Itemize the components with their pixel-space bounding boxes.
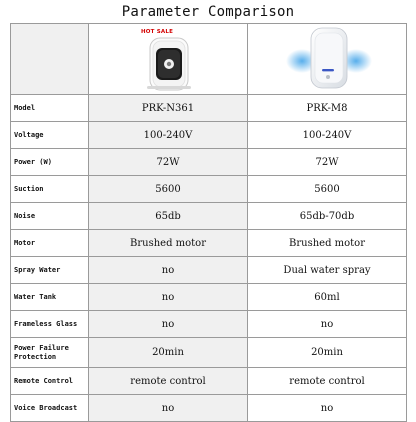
value-product-b: 65db-70db [248,203,407,230]
product-b-image-cell [248,24,407,95]
row-label: Motor [11,230,89,257]
value-product-b: Brushed motor [248,230,407,257]
value-product-a: no [89,284,248,311]
value-product-a: 72W [89,149,248,176]
value-product-b: remote control [248,368,407,395]
table-row [11,368,407,395]
table-row [11,230,407,257]
row-label: Noise [11,203,89,230]
row-label: Frameless Glass [11,311,89,338]
value-product-a: 65db [89,203,248,230]
hot-sale-badge: HOT SALE [141,29,174,35]
row-label: Suction [11,176,89,203]
table-row [11,284,407,311]
window-cleaning-robot-white-black-icon [144,36,194,92]
window-cleaning-robot-white-blue-glow-icon [284,25,374,93]
value-product-b: PRK-M8 [248,95,407,122]
value-product-a: 20min [89,338,248,368]
value-product-b: Dual water spray [248,257,407,284]
value-product-a: remote control [89,368,248,395]
value-product-b: 100-240V [248,122,407,149]
row-label: Voice Broadcast [11,395,89,422]
value-product-a: no [89,311,248,338]
row-label: Voltage [11,122,89,149]
value-product-b: no [248,311,407,338]
value-product-b: 20min [248,338,407,368]
value-product-a: no [89,395,248,422]
row-label: Remote Control [11,368,89,395]
table-row [11,338,407,368]
value-product-b: 60ml [248,284,407,311]
table-row [11,203,407,230]
row-label: Spray Water [11,257,89,284]
comparison-table [10,23,407,422]
row-label: Power (W) [11,149,89,176]
value-product-a: 5600 [89,176,248,203]
value-product-b: 5600 [248,176,407,203]
value-product-a: no [89,257,248,284]
value-product-a: Brushed motor [89,230,248,257]
value-product-b: 72W [248,149,407,176]
table-row [11,311,407,338]
product-image-row [11,24,407,95]
table-row [11,176,407,203]
value-product-b: no [248,395,407,422]
page-title: Parameter Comparison [121,4,295,20]
table-row [11,257,407,284]
table-row [11,95,407,122]
row-label: Power Failure Protection [11,338,89,368]
row-label: Water Tank [11,284,89,311]
table-row [11,395,407,422]
table-row [11,149,407,176]
header-empty-cell [11,24,89,95]
product-a-image-cell [89,24,248,95]
row-label: Model [11,95,89,122]
table-row [11,122,407,149]
value-product-a: 100-240V [89,122,248,149]
value-product-a: PRK-N361 [89,95,248,122]
